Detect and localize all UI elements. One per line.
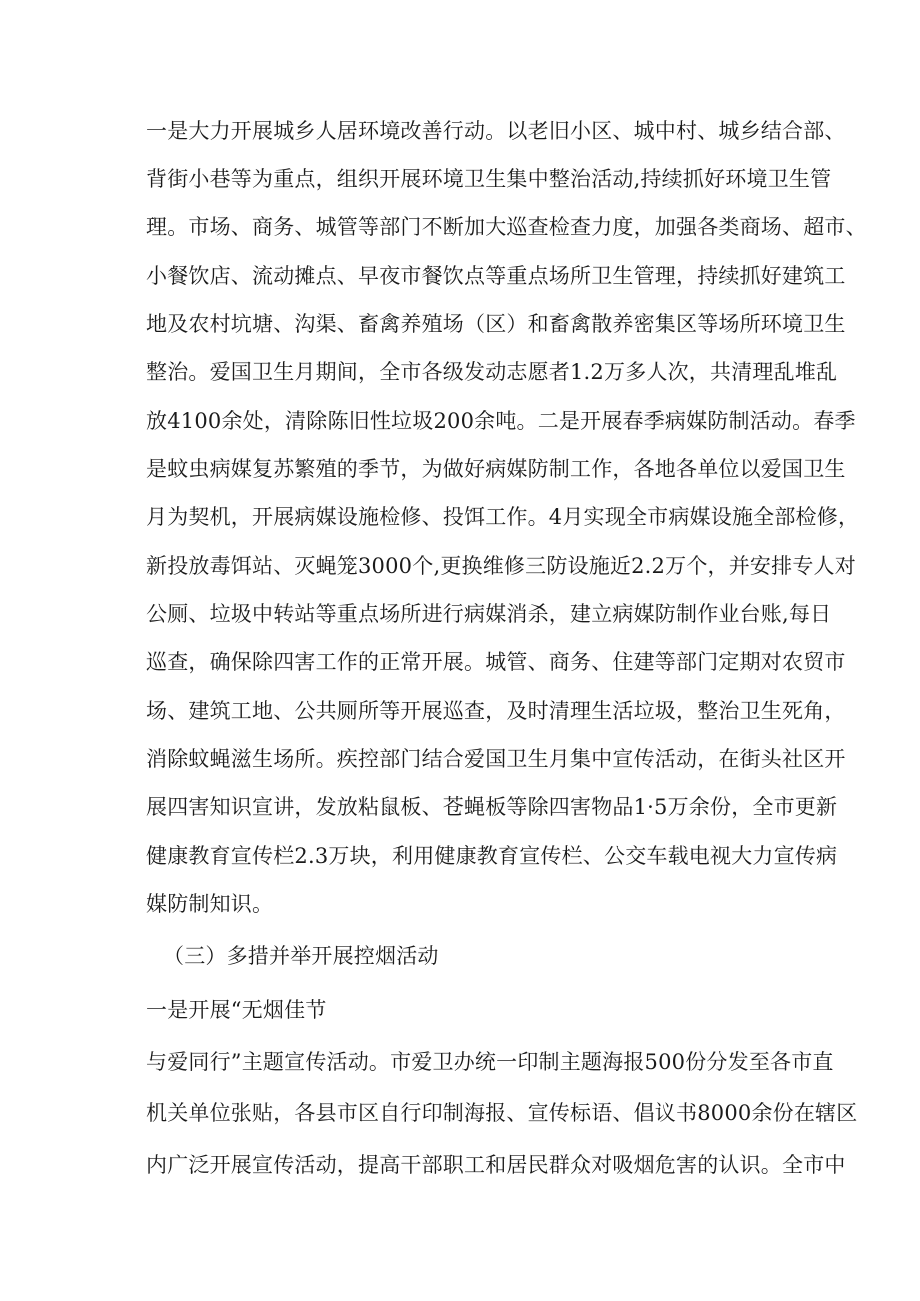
paragraph-2-line-1: 一是开展“无烟佳节 [146,998,327,1022]
paragraph-1-line-8: 是蚊虫病媒复苏繁殖的季节，为做好病媒防制工作，各地各单位以爱国卫生 [146,457,846,481]
paragraph-1-line-9: 月为契机，开展病媒设施检修、投饵工作。4月实现全市病媒设施全部检修， [146,505,860,529]
paragraph-1-line-14: 消除蚊蝇滋生场所。疾控部门结合爱国卫生月集中宣传活动，在街头社区开 [146,747,846,771]
paragraph-1-line-5: 地及农村坑塘、沟渠、畜禽养殖场（区）和畜禽散养密集区等场所环境卫生 [146,312,846,336]
paragraph-1-line-16: 健康教育宣传栏2.3万块，利用健康教育宣传栏、公交车载电视大力宣传病 [146,844,838,868]
paragraph-1-line-11: 公厕、垃圾中转站等重点场所进行病媒消杀，建立病媒防制作业台账,每日 [146,602,832,626]
paragraph-1-line-17: 媒防制知识。 [146,892,274,916]
paragraph-1-line-13: 场、建筑工地、公共厕所等开展巡查，及时清理生活垃圾，整治卫生死角， [146,699,846,723]
paragraph-1-line-3: 理。市场、商务、城管等部门不断加大巡查检查力度，加强各类商场、超市、 [146,215,867,239]
section-heading: （三）多措并举开展控烟活动 [163,944,439,968]
paragraph-1-line-10: 新投放毒饵站、灭蝇笼3000个,更换维修三防设施近2.2万个，并安排专人对 [146,554,856,578]
paragraph-1-line-2: 背街小巷等为重点，组织开展环境卫生集中整治活动,持续抓好环境卫生管 [146,167,832,191]
paragraph-1-line-6: 整治。爱国卫生月期间，全市各级发动志愿者1.2万多人次，共清理乱堆乱 [146,360,838,384]
paragraph-3-line-2: 机关单位张贴，各县市区自行印制海报、宣传标语、倡议书8000余份在辖区 [146,1101,858,1125]
paragraph-1-line-4: 小餐饮店、流动摊点、早夜市餐饮点等重点场所卫生管理，持续抓好建筑工 [146,264,846,288]
paragraph-1-line-1: 一是大力开展城乡人居环境改善行动。以老旧小区、城中村、城乡结合部、 [146,119,846,143]
paragraph-1-line-15: 展四害知识宣讲，发放粘鼠板、苍蝇板等除四害物品1·5万余份，全市更新 [146,795,838,819]
paragraph-1-line-12: 巡查，确保除四害工作的正常开展。城管、商务、住建等部门定期对农贸市 [146,650,846,674]
paragraph-1-line-7: 放4100余处，清除陈旧性垃圾200余吨。二是开展春季病媒防制活动。春季 [146,409,856,433]
paragraph-3-line-3: 内广泛开展宣传活动，提高干部职工和居民群众对吸烟危害的认识。全市中 [146,1153,846,1177]
paragraph-3-line-1: 与爱同行”主题宣传活动。市爱卫办统一印制主题海报500份分发至各市直 [146,1050,834,1074]
